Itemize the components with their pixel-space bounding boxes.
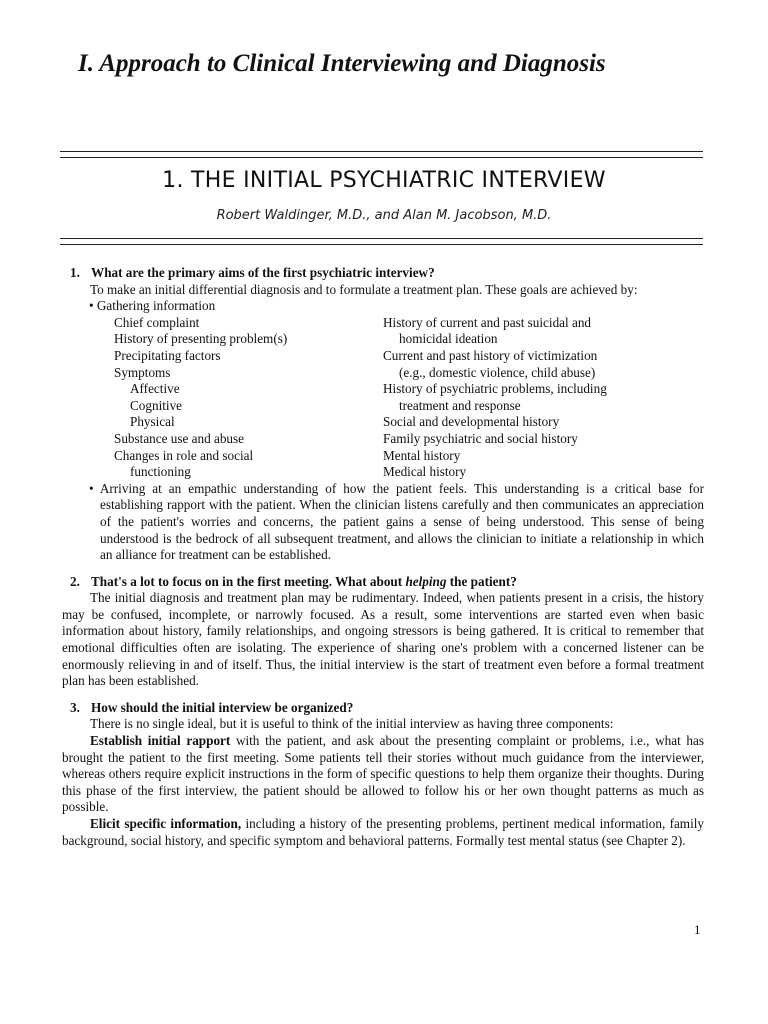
bullet-gathering-information: • Gathering information — [89, 298, 216, 314]
list-item: Family psychiatric and social history — [383, 430, 578, 446]
list-item: Symptoms — [114, 364, 171, 380]
chapter-body — [62, 265, 704, 859]
list-item-continuation: functioning — [130, 464, 191, 480]
information-columns — [62, 315, 704, 481]
component-specific-information-lead: Elicit specific information, — [90, 816, 242, 831]
component-rapport-paragraph — [62, 733, 704, 816]
answer-intro: To make an initial differential diagnosis and to formulate a treatment plan. These goals are achieved by: — [90, 281, 638, 297]
list-item: History of current and past suicidal and — [383, 314, 592, 330]
question-text: What are the primary aims of the first psychiatric interview? — [91, 265, 435, 280]
answer-intro: There is no single ideal, but it is useful to think of the initial interview as having three components: — [90, 716, 614, 732]
question-text-start: That's a lot to focus on in the first meeting. What about — [91, 573, 406, 589]
component-rapport-body: with the patient, and ask about the presenting complaint or problems, i.e., what has brought the patient to the first meeting. Some patients tell their stories without much guidance from the interviewer, whereas others require explicit instructions in the form of specific questions to help them organize their thoughts. During this phase of the first interview, the patient should be allowed to follow his or her own thought patterns as much as possible. — [62, 733, 704, 815]
component-specific-information-body: including a history of the presenting problems, pertinent medical information, family background, social history, and specific symptom and behavioral patterns. Formally test mental status (see Chapter 2). — [62, 816, 704, 848]
bottom-double-rule — [60, 238, 703, 245]
information-column-left — [114, 315, 383, 481]
question-2 — [62, 574, 704, 690]
question-3 — [62, 700, 704, 849]
question-1-heading — [70, 265, 704, 282]
list-item: History of psychiatric problems, including — [383, 381, 607, 397]
list-subitem: Physical — [130, 414, 175, 430]
list-item: Mental history — [383, 447, 461, 463]
list-item: Chief complaint — [114, 314, 200, 330]
list-item-continuation: homicidal ideation — [399, 331, 498, 347]
component-specific-information-paragraph — [62, 816, 704, 849]
question-text-emphasis: helping — [405, 573, 447, 589]
question-text: How should the initial interview be organized? — [91, 699, 354, 715]
chapter-title: 1. THE INITIAL PSYCHIATRIC INTERVIEW — [162, 168, 606, 193]
question-number: 2. — [70, 573, 80, 589]
question-number: 3. — [70, 699, 80, 715]
list-item: Social and developmental history — [383, 414, 560, 430]
component-rapport-lead: Establish initial rapport — [90, 733, 231, 749]
list-item: Precipitating factors — [114, 347, 221, 363]
question-text-end: the patient? — [446, 573, 517, 589]
bullet-empathic-understanding: • Arriving at an empathic understanding of how the patient feels. This understanding is a critical base for establishing rapport with the patient. When the clinician listens carefully and then communicates an appreciation of the patient's worries and concerns, the patient gains a sense of being understood. This sense of being understood is the bedrock of all subsequent treatment, and allows the clinician to initiate a relationship in which an alliance for treatment can be established. — [89, 480, 704, 563]
list-item-continuation: (e.g., domestic violence, child abuse) — [399, 364, 596, 380]
part-title: I. Approach to Clinical Interviewing and Diagnosis — [78, 50, 606, 77]
chapter-authors — [0, 208, 768, 223]
question-3-heading — [70, 700, 704, 717]
top-double-rule — [60, 151, 703, 158]
question-2-heading — [70, 574, 704, 591]
author-1: Robert Waldinger, M.D., — [216, 208, 371, 223]
list-item: Current and past history of victimization — [383, 347, 598, 363]
list-item: History of presenting problem(s) — [114, 331, 288, 347]
list-item: Medical history — [383, 464, 467, 480]
page-number: 1 — [694, 922, 701, 937]
answer-paragraph: The initial diagnosis and treatment plan may be rudimentary. Indeed, when patients present in a crisis, the history may be confused, incomplete, or narrowly focused. As a result, some interventions are started even when basic information about history, family relationships, and ongoing stressors is being gathered. It is critical to remember that emotional difficulties often are isolating. The experience of sharing one's problem with a concerned listener can be enormously relieving in and of itself. Thus, the initial interview is the start of treatment even before a formal treatment plan has been established. — [62, 590, 704, 689]
question-number: 1. — [70, 265, 80, 280]
list-item: Changes in role and social — [114, 447, 254, 463]
information-column-right — [383, 315, 703, 481]
list-subitem: Cognitive — [130, 397, 183, 413]
authors-conjunction: and — [370, 208, 404, 223]
list-item: Substance use and abuse — [114, 430, 245, 446]
list-item-continuation: treatment and response — [399, 397, 521, 413]
question-1 — [62, 265, 704, 564]
list-subitem: Affective — [130, 381, 180, 397]
author-2: Alan M. Jacobson, M.D. — [403, 208, 552, 223]
